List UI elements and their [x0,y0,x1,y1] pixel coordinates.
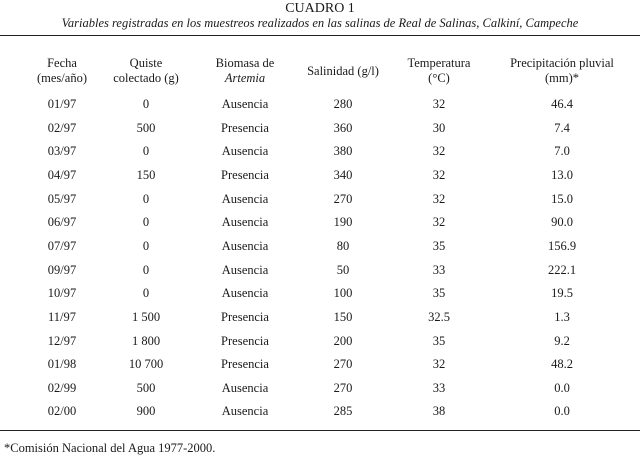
table-cell: 150 [333,309,353,324]
table-cell: 285 [333,404,353,419]
table-cell: 05/97 [47,191,77,206]
table-cell: 07/97 [47,238,77,253]
table-cell: 380 [333,144,353,159]
table-cell: 270 [333,380,353,395]
table-cell: 32 [432,215,446,230]
table-cell: 150 [136,167,156,182]
table-cell: 32 [432,191,446,206]
table-cell: 7.0 [554,144,570,159]
table-cell: 32 [432,357,446,372]
table-cell: 0 [142,262,150,277]
table-cell: Ausencia [221,380,269,395]
column-header-line: Precipitación pluvial [510,56,614,70]
table-cell: Presencia [221,309,269,324]
table-cell: 01/98 [47,357,77,372]
table-cell: Ausencia [221,144,269,159]
table-cell: 222.1 [547,262,577,277]
table-cell: 48.2 [551,357,573,372]
table-cell: 0 [142,286,150,301]
table-cell: 10/97 [47,286,77,301]
table-cell: Presencia [221,167,269,182]
table-cell: 03/97 [47,144,77,159]
table-cell: 02/99 [47,380,77,395]
table-title: CUADRO 1 [285,1,355,16]
table-cell: 340 [333,167,353,182]
table-cell: 280 [333,97,353,111]
column-header [185,56,305,86]
table-cell: 190 [333,215,353,230]
table-cell: 46.4 [551,97,573,111]
table-cell: 32 [432,167,446,182]
column-header-line: (°C) [428,71,450,85]
table-cell: Ausencia [221,262,269,277]
table-cell: 9.2 [554,333,570,348]
table-cell: 19.5 [551,286,573,301]
table-cell: 01/97 [47,97,77,111]
table-cell: 0.0 [554,380,570,395]
table-cell: 500 [136,120,156,135]
table-cell: 02/00 [47,404,77,419]
bottom-rule [0,430,640,431]
table-cell: 200 [333,333,353,348]
table-cell: 15.0 [551,191,573,206]
table-cell: 90.0 [551,215,573,230]
table-cell: 33 [432,262,446,277]
table-cell: Ausencia [221,404,269,419]
table-cell: 500 [136,380,156,395]
column-header-line: Temperatura [407,56,471,70]
table-cell: 1 500 [131,309,161,324]
column-header [477,56,640,86]
column-header-line: Salinidad (g/l) [307,64,379,78]
table-cell: 80 [336,238,350,253]
table-cell: 12/97 [47,333,77,348]
table-cell: Ausencia [221,97,269,111]
top-rule [0,35,640,36]
table-cell: 35 [432,238,446,253]
table-cell: 0 [142,238,150,253]
table-cell: 02/97 [47,120,77,135]
table-cell: 0.0 [554,404,570,419]
table-cell: 38 [432,404,446,419]
table-cell: 35 [432,333,446,348]
column-header-line: colectado (g) [113,71,179,85]
table-cell: 10 700 [128,357,164,372]
table-cell: Ausencia [221,238,269,253]
table-cell: Presencia [221,333,269,348]
table-cell: Ausencia [221,286,269,301]
table-cell: 32 [432,97,446,111]
table-cell: 0 [142,191,150,206]
column-header-line: (mm)* [544,71,580,85]
table-cell: 0 [142,97,150,111]
table-cell: 0 [142,144,150,159]
table-cell: 270 [333,357,353,372]
table-cell: 360 [333,120,353,135]
table-cell: 04/97 [47,167,77,182]
table-cell: 30 [432,120,446,135]
column-header-line: (mes/año) [37,71,87,85]
table-cell: 50 [336,262,350,277]
table-cell: 11/97 [47,309,76,324]
table-cell: Ausencia [221,215,269,230]
table-cell: 0 [142,215,150,230]
table-cell: 156.9 [547,238,577,253]
table-cell: 33 [432,380,446,395]
table-cell: 13.0 [551,167,573,182]
table-cell: 32.5 [428,309,450,324]
column-header [288,64,398,79]
table-cell: 32 [432,144,446,159]
column-header-line: Fecha [47,56,77,70]
table-cell: Presencia [221,120,269,135]
table-cell: 1.3 [554,309,570,324]
column-header-line: Quiste [129,56,163,70]
table-cell: 270 [333,191,353,206]
table-cell: 100 [333,286,353,301]
table-cell: 35 [432,286,446,301]
table-cell: 06/97 [47,215,77,230]
column-header-line: Artemia [224,71,266,85]
column-header-line: Biomasa de [215,56,275,70]
table-subtitle: Variables registradas en los muestreos realizados en las salinas de Real de Salinas, Calkiní, Campeche [61,16,579,30]
table-cell: Presencia [221,357,269,372]
table-cell: 900 [136,404,156,419]
table-cell: 09/97 [47,262,77,277]
table-cell: Ausencia [221,191,269,206]
table-cell: 1 800 [131,333,161,348]
footnote: *Comisión Nacional del Agua 1977-2000. [4,441,216,455]
table-cell: 7.4 [554,120,570,135]
